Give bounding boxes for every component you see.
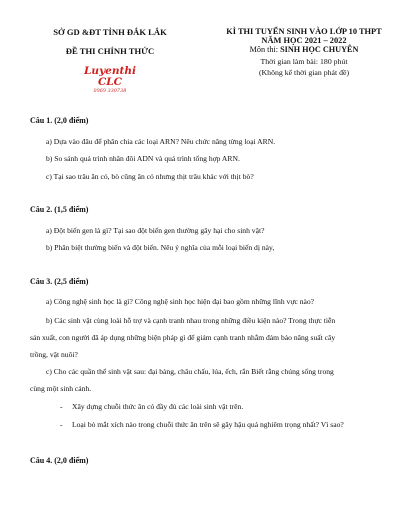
exam-title: KÌ THI TUYỂN SINH VÀO LỚP 10 THPT — [226, 27, 382, 36]
question-4-title: Câu 4. (2,0 điểm) — [30, 456, 89, 465]
logo-name: Luyenthi CLC — [84, 65, 136, 88]
question-2-part-a: a) Đột biến gen là gì? Tại sao đột biến gen thường gây hại cho sinh vật? — [46, 226, 265, 235]
question-1-title: Câu 1. (2,0 điểm) — [30, 116, 89, 125]
question-3-title: Câu 3. (2,5 điểm) — [30, 277, 89, 286]
question-3-part-b-line1: b) Các sinh vật cùng loài hỗ trợ và cạnh tranh nhau trong những điều kiện nào? Trong thực tiễn — [46, 316, 336, 325]
bullet-dash: - — [60, 402, 63, 411]
question-3-part-b-line2: sản xuất, con người đã áp dụng những biện pháp gì để giảm cạnh tranh nhằm đảm bảo năng suất cây — [30, 333, 336, 342]
question-3-part-c-line1: c) Cho các quần thể sinh vật sau: đại bàng, châu chấu, lúa, ếch, rắn Biết rằng chúng sống trong — [46, 367, 334, 376]
bullet-dash: - — [60, 420, 63, 429]
time-note: (Không kể thời gian phát đề) — [258, 68, 350, 77]
subject-line — [220, 45, 388, 54]
question-1-part-a: a) Dựa vào đâu để phân chia các loại ARN? Nêu chức năng từng loại ARN. — [46, 137, 276, 146]
question-3-part-c-line2: cùng một sinh cảnh. — [30, 384, 92, 393]
question-3-part-a: a) Công nghệ sinh học là gì? Công nghệ sinh học hiện đại bao gồm những lĩnh vực nào? — [46, 297, 315, 306]
subject-label: Môn thi: — [249, 45, 281, 54]
subject-value: SINH HỌC CHUYÊN — [280, 45, 359, 54]
official-exam-label: ĐỀ THI CHÍNH THỨC — [65, 46, 155, 56]
logo-phone: 0969 330738 — [93, 88, 127, 94]
question-3-part-b-line3: trồng, vật nuôi? — [30, 350, 78, 359]
logo — [72, 66, 148, 95]
time-limit: Thời gian làm bài: 180 phút — [260, 57, 348, 66]
question-1-part-c: c) Tại sao trâu ăn cỏ, bò cũng ăn cỏ nhưng thịt trâu khác với thịt bò? — [46, 172, 254, 181]
school-year: NĂM HỌC 2021 – 2022 — [261, 36, 347, 45]
question-3-bullet-1: Xây dựng chuỗi thức ăn có đầy đủ các loài sinh vật trên. — [72, 402, 244, 411]
question-3-bullet-2: Loại bỏ mắt xích nào trong chuỗi thức ăn trên sẽ gây hậu quả nghiêm trọng nhất? Vì sao? — [72, 420, 344, 429]
department-name: SỞ GD &ĐT TỈNH ĐẮK LẮK — [53, 27, 167, 37]
question-2-title: Câu 2. (1,5 điểm) — [30, 205, 89, 214]
question-1-part-b: b) So sánh quá trình nhân đôi ADN và quá trình tổng hợp ARN. — [46, 154, 240, 163]
question-2-part-b: b) Phân biệt thường biến và đột biến. Nêu ý nghĩa của mỗi loại biến dị này, — [46, 243, 275, 252]
